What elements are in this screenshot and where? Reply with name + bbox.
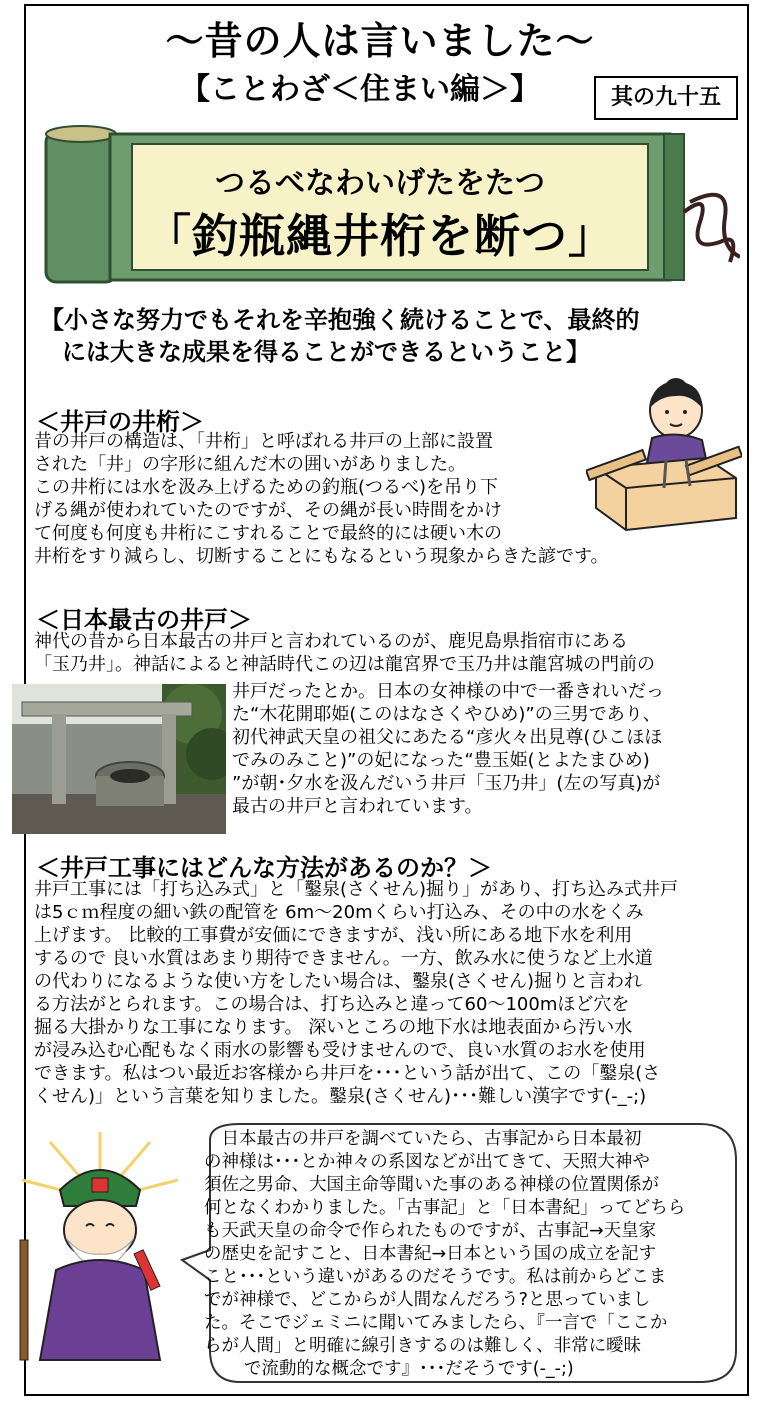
page-subtitle: 【ことわざ＜住まい編＞】 [180,72,540,107]
text-line: 何となくわかりました。「古事記」と「日本書紀」ってどちら [204,1198,686,1218]
section-heading-well-frame: ＜井戸の井桁＞ [36,408,204,436]
text-line: 初代神武天皇の祖父にあたる“彦火々出見尊(ひこほほ [232,727,663,748]
text-line: でみのみこと)”の妃になった“豊玉姫(とよたまひめ) [232,750,650,771]
text-line: くせん)」という言葉を知りました。鑿泉(さくせん)･･･難しい漢字です(-_-;) [34,1086,647,1107]
text-line: ”が朝･夕水を汲んだいう井戸「玉乃井」(左の写真)が [232,773,661,794]
text-line: げる縄が使われていたのですが、その縄が長い時間をかけ [34,500,502,521]
text-line: の歴史を記すこと、日本書紀→日本という国の成立を記す [204,1244,657,1264]
text-line: 井戸だったとか。日本の女神様の中で一番きれいだっ [232,681,664,702]
text-line: て何度も何度も井桁にこすれることで最終的には硬い木の [34,523,502,544]
text-line: でが神様で、どこからが人間なんだろう?と思っていまし [204,1290,651,1310]
text-line: 最古の井戸と言われています。 [232,796,483,817]
text-line: の神様は･･･とか神々の系図などが出てきて、天照大神や [204,1152,650,1172]
text-line: らが人間」と明確に線引きするのは難しく、非常に曖昧 [204,1336,642,1356]
text-line: するので 良い水質はあまり期待できません。一方、飲み水に使うなど上水道 [34,948,653,969]
text-line: も天武天皇の命令で作られたものですが、古事記→天皇家 [204,1221,657,1241]
section-body-oldest-well-side [232,680,742,818]
text-line: 井桁をすり減らし、切断することにもなるという現象からきた諺です。 [34,546,609,567]
text-line: 日本最古の井戸を調べていたら、古事記から日本最初 [204,1129,642,1149]
text-line: 掘る大掛かりな工事になります。 深いところの地下水は地表面から汚い水 [34,1017,633,1038]
text-line: た“木花開耶姫(このはなさくやひめ)”の三男であり、 [232,704,661,725]
proverb-reading: つるべなわいげたをたつ [215,166,545,201]
section-heading-well-construction: ＜井戸工事にはどんな方法があるのか？＞ [36,854,492,882]
text-line: こと･･･という違いがあるのだそうです。私は前からどこま [204,1267,667,1287]
text-line: る方法がとられます。この場合は、打ち込みと違って60～100mほど穴を [34,994,630,1015]
text-line: が浸み込む心配もなく雨水の影響も受けませんので、良い水質のお水を使用 [34,1040,646,1061]
sage-illustration [10,1130,190,1370]
section-heading-oldest-well: ＜日本最古の井戸＞ [36,606,252,634]
text-line: 井戸工事には「打ち込み式」と「鑿泉(さくせん)掘り」があり、打ち込み式井戸 [34,879,679,900]
section-body-oldest-well-top [34,630,744,676]
proverb-meaning [40,304,740,368]
proverb-text: 「釣瓶縄井桁を断つ」 [145,209,615,263]
text-line: 神代の昔から日本最古の井戸と言われているのが、鹿児島県指宿市にある [34,631,628,652]
page-title: ～昔の人は言いました～ [165,19,595,63]
text-line: 須佐之男命、大国主命等聞いた事のある神様の位置関係が [204,1175,659,1195]
text-line: 昔の井戸の構造は、「井桁」と呼ばれる井戸の上部に設置 [34,431,493,452]
meaning-line: には大きな成果を得ることができるということ】 [62,338,590,366]
text-line: 上げます。 比較的工事費が安価にできますが、浅い所にある地下水を利用 [34,925,633,946]
section-body-well-construction [34,878,744,1108]
well-photo [12,684,226,834]
text-line: は5ｃｍ程度の細い鉄の配管を 6m～20mくらい打込み、その中の水をくみ [34,902,644,923]
text-line: できます。私はつい最近お客様から井戸を･･･という話が出て、この「鑿泉(さ [34,1063,661,1084]
text-line: この井桁には水を汲み上げるための釣瓶(つるべ)を吊り下 [34,477,499,498]
text-line: 「玉乃井」。神話によると神話時代この辺は龍宮界で玉乃井は龍宮城の門前の [34,654,655,675]
speech-text [204,1128,732,1381]
meaning-line: 【小さな努力でもそれを辛抱強く続けることで、最終的 [40,306,640,334]
text-line: で流動的な概念です』･･･だそうです(-_-;) [244,1359,574,1379]
text-line: された「井」の字形に組んだ木の囲いがありました。 [34,454,466,475]
episode-badge: 其の九十五 [594,76,738,120]
text-line: た。そこでジェミニに聞いてみましたら、『一言で「ここか [204,1313,668,1333]
section-body-well-frame [34,430,724,568]
text-line: の代わりになるような使い方をしたい場合は、鑿泉(さくせん)掘りと言われ [34,971,643,992]
